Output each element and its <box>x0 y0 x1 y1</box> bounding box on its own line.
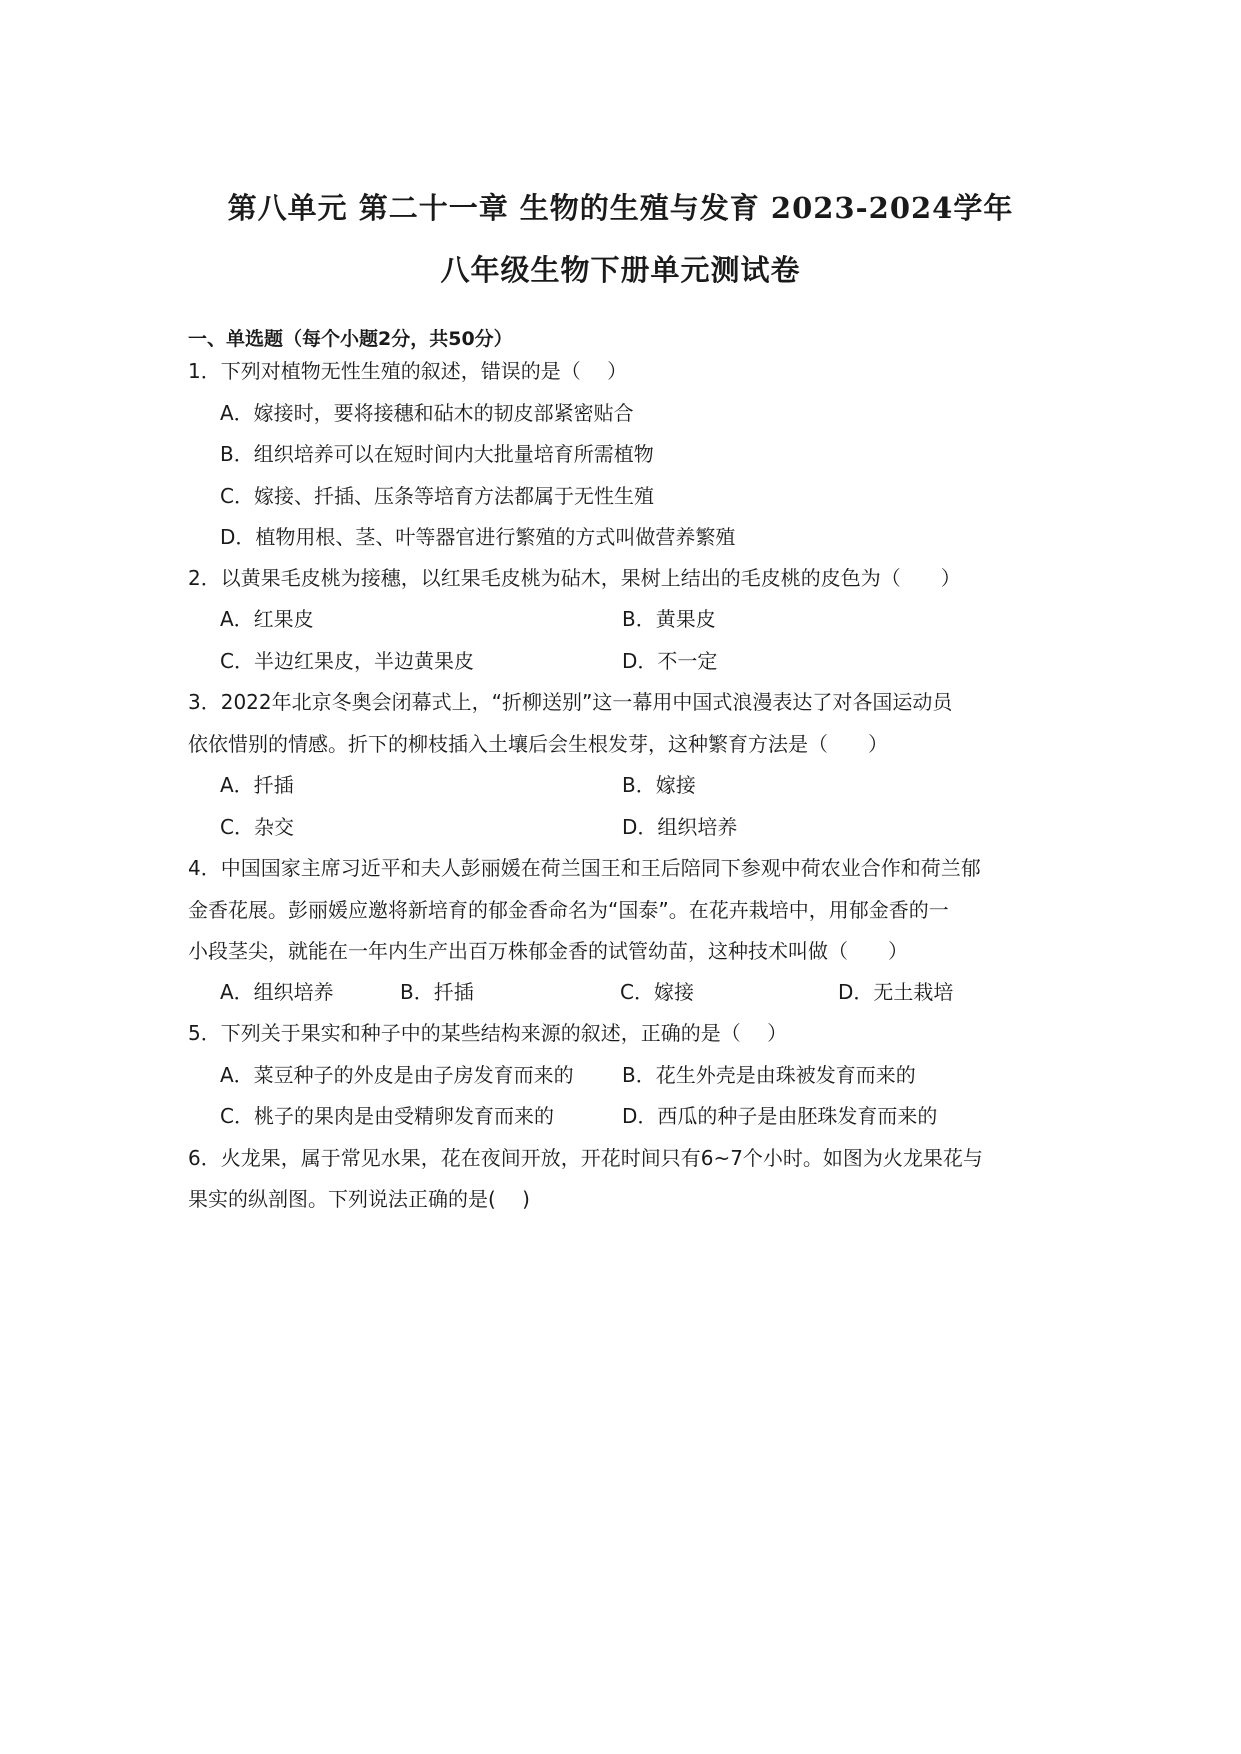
question-3-stem-line-2: 依依惜别的情感。折下的柳枝插入土壤后会生根发芽，这种繁育方法是（ ） <box>188 732 888 756</box>
question-1-stem: 1．下列对植物无性生殖的叙述，错误的是（ ） <box>188 359 628 383</box>
question-4-option-b: B．扦插 <box>400 980 474 1004</box>
question-2-option-c: C．半边红果皮，半边黄果皮 <box>220 649 474 673</box>
question-4-stem-line-3: 小段茎尖，就能在一年内生产出百万株郁金香的试管幼苗，这种技术叫做（ ） <box>188 939 908 963</box>
question-3-option-b: B．嫁接 <box>622 773 696 797</box>
question-2-option-b: B．黄果皮 <box>622 607 716 631</box>
question-6-stem-line-2: 果实的纵剖图。下列说法正确的是( ) <box>188 1187 530 1211</box>
question-1-option-c: C．嫁接、扦插、压条等培育方法都属于无性生殖 <box>220 484 654 508</box>
question-5-option-b: B．花生外壳是由珠被发育而来的 <box>622 1063 916 1087</box>
title-line-1: 第八单元 第二十一章 生物的生殖与发育 2023-2024学年 <box>227 191 1014 225</box>
question-3-option-d: D．组织培养 <box>622 815 738 839</box>
question-4-stem-line-1: 4．中国国家主席习近平和夫人彭丽媛在荷兰国王和王后陪同下参观中荷农业合作和荷兰郁 <box>188 856 981 880</box>
question-5-option-d: D．西瓜的种子是由胚珠发育而来的 <box>622 1104 938 1128</box>
question-2-option-d: D．不一定 <box>622 649 718 673</box>
question-5-option-c: C．桃子的果肉是由受精卵发育而来的 <box>220 1104 554 1128</box>
question-6-stem-line-1: 6．火龙果，属于常见水果，花在夜间开放，开花时间只有6~7个小时。如图为火龙果花与 <box>188 1146 983 1170</box>
question-3-stem-line-1: 3．2022年北京冬奥会闭幕式上，“折柳送别”这一幕用中国式浪漫表达了对各国运动员 <box>188 690 953 714</box>
question-3-option-a: A．扦插 <box>220 773 294 797</box>
question-3-option-c: C．杂交 <box>220 815 294 839</box>
section-heading: 一、单选题（每个小题2分，共50分） <box>188 328 513 350</box>
question-4-stem-line-2: 金香花展。彭丽媛应邀将新培育的郁金香命名为“国泰”。在花卉栽培中，用郁金香的一 <box>188 898 949 922</box>
question-2-stem: 2．以黄果毛皮桃为接穗，以红果毛皮桃为砧木，果树上结出的毛皮桃的皮色为（ ） <box>188 566 961 590</box>
question-4-option-a: A．组织培养 <box>220 980 334 1004</box>
question-5-option-a: A．菜豆种子的外皮是由子房发育而来的 <box>220 1063 574 1087</box>
question-1-option-b: B．组织培养可以在短时间内大批量培育所需植物 <box>220 442 654 466</box>
question-5-stem: 5．下列关于果实和种子中的某些结构来源的叙述，正确的是（ ） <box>188 1021 788 1045</box>
question-1-option-a: A．嫁接时，要将接穗和砧木的韧皮部紧密贴合 <box>220 401 634 425</box>
question-4-option-d: D．无土栽培 <box>838 980 954 1004</box>
question-4-option-c: C．嫁接 <box>620 980 694 1004</box>
title-line-2: 八年级生物下册单元测试卷 <box>440 253 801 287</box>
question-1-option-d: D．植物用根、茎、叶等器官进行繁殖的方式叫做营养繁殖 <box>220 525 736 549</box>
question-2-option-a: A．红果皮 <box>220 607 314 631</box>
